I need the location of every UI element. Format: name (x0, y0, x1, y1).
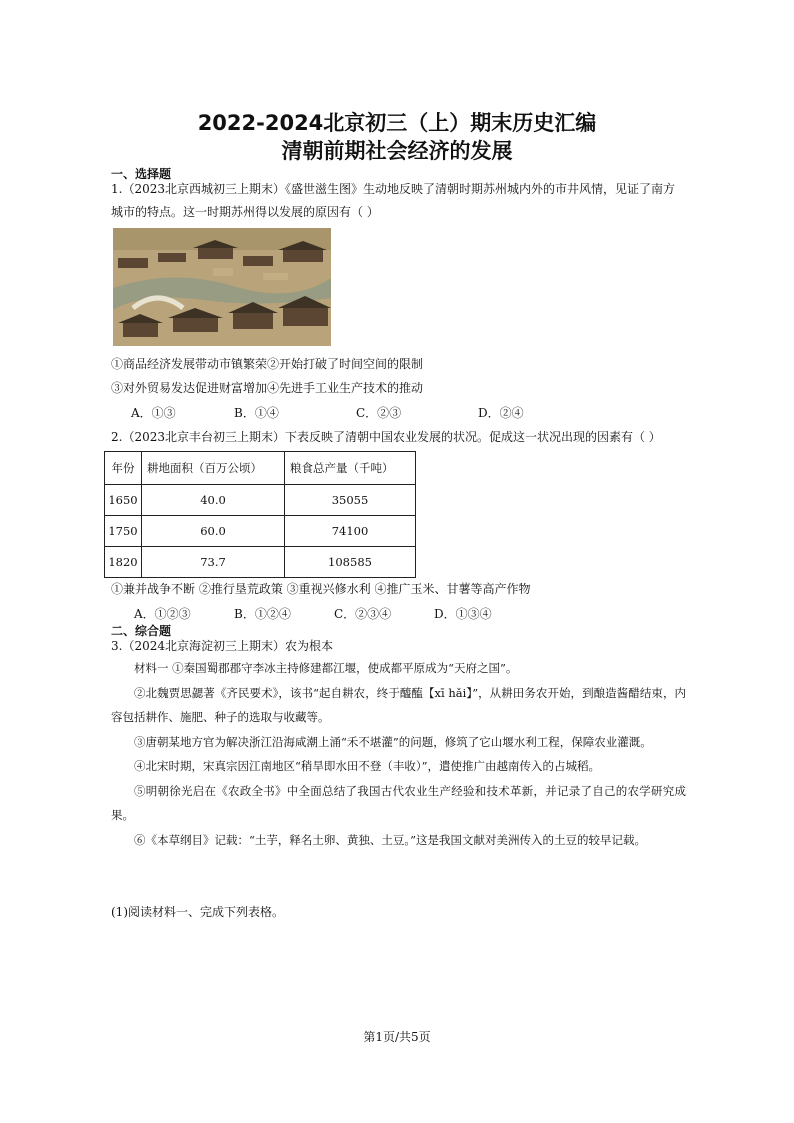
q1-statements-line1: ①商品经济发展带动市镇繁荣②开始打破了时间空间的限制 (111, 357, 424, 371)
material-paragraph: ②北魏贾思勰著《齐民要术》，该书“起自耕农，终于醯醢【xī hǎi】”，从耕田务农开始，到酿造酱醋结束，内容包括耕作、施肥、种子的选取与收藏等。 (111, 685, 686, 724)
q3-stem: 3.（2024北京海淀初三上期末）农为根本 (111, 639, 333, 653)
q1-option-d[interactable]: D．②④ (478, 406, 524, 420)
material-paragraph: ④北宋时期，宋真宗因江南地区“稍旱即水田不登（丰收）”，遣使推广由越南传入的占城稻。 (134, 759, 601, 773)
table-cell-grain: 74100 (285, 516, 416, 547)
prosperity-painting-image (113, 228, 331, 346)
q1-option-c[interactable]: C．②③ (356, 406, 402, 420)
q2-option-c[interactable]: C．②③④ (334, 607, 392, 621)
table-cell-area: 40.0 (142, 485, 285, 516)
q2-stem: 2.（2023北京丰台初三上期末）下表反映了清朝中国农业发展的状况。促成这一状况出现的因素有（ ） (111, 430, 661, 444)
page-number: 第1页/共5页 (363, 1030, 431, 1044)
table-cell-grain: 35055 (285, 485, 416, 516)
table-cell-area: 60.0 (142, 516, 285, 547)
q1-stem-line1: 1.（2023北京西城初三上期末）《盛世滋生图》生动地反映了清朝时期苏州城内外的市井风情，见证了南方 (111, 182, 675, 196)
q2-option-b[interactable]: B．①②④ (234, 607, 291, 621)
q2-option-d[interactable]: D．①③④ (434, 607, 492, 621)
document-title: 2022-2024北京初三（上）期末历史汇编 (197, 111, 597, 135)
q1-statements-line2: ③对外贸易发达促进财富增加④先进手工业生产技术的推动 (111, 381, 424, 395)
q1-option-b[interactable]: B．①④ (234, 406, 279, 420)
table-header-grain: 粮食总产量（千吨） (285, 452, 416, 485)
q3-sub-question-1: (1)阅读材料一、完成下列表格。 (111, 905, 284, 919)
table-row (105, 547, 416, 578)
section-heading-choice: 一、选择题 (111, 167, 172, 181)
q1-option-a[interactable]: A．①③ (131, 406, 176, 420)
table-cell-year: 1650 (105, 485, 142, 516)
q2-statements: ①兼并战争不断 ②推行垦荒政策 ③重视兴修水利 ④推广玉米、甘薯等高产作物 (111, 582, 531, 596)
table-cell-year: 1750 (105, 516, 142, 547)
q1-stem-line2: 城市的特点。这一时期苏州得以发展的原因有（ ） (111, 205, 379, 219)
agriculture-data-table (104, 451, 416, 578)
material-paragraph: ⑥《本草纲目》记载：“土芋，释名土卵、黄独、土豆。”这是我国文献对美洲传入的土豆的较早记载。 (134, 832, 647, 847)
section-heading-comprehensive: 二、综合题 (111, 624, 172, 638)
material-paragraph: 材料一 ①秦国蜀郡郡守李冰主持修建都江堰，使成都平原成为“天府之国”。 (134, 661, 518, 675)
q3-material-block (111, 656, 686, 852)
document-subtitle: 清朝前期社会经济的发展 (281, 139, 513, 163)
table-header-row (105, 452, 416, 485)
table-row (105, 485, 416, 516)
table-header-year: 年份 (105, 452, 142, 485)
q2-option-a[interactable]: A．①②③ (134, 607, 191, 621)
material-paragraph: ③唐朝某地方官为解决浙江沿海咸潮上涌“禾不堪灌”的问题，修筑了它山堰水利工程，保障农业灌溉。 (134, 734, 652, 749)
table-cell-area: 73.7 (142, 547, 285, 578)
table-cell-grain: 108585 (285, 547, 416, 578)
table-cell-year: 1820 (105, 547, 142, 578)
table-row (105, 516, 416, 547)
table-header-area: 耕地面积（百万公顷） (142, 452, 285, 485)
material-paragraph: ⑤明朝徐光启在《农政全书》中全面总结了我国古代农业生产经验和技术革新，并记录了自己的农学研究成果。 (111, 783, 686, 822)
